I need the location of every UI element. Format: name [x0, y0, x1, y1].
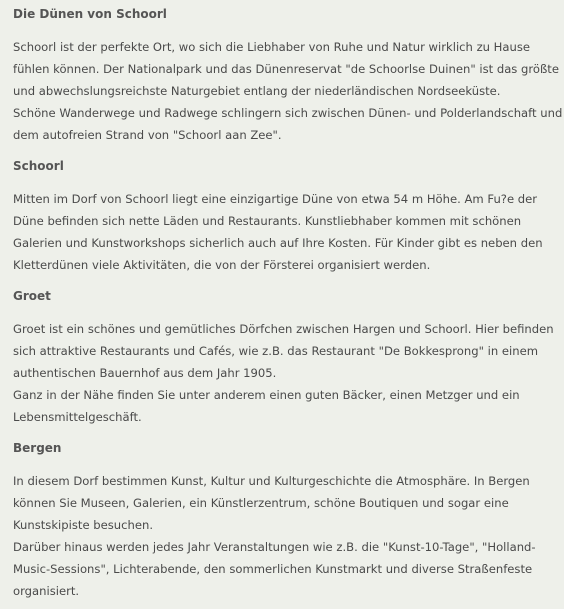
- section-duenen-von-schoorl: [13, 6, 562, 146]
- paragraph-line: authentischen Bauernhof aus dem Jahr 1905.: [13, 366, 277, 380]
- paragraph-line: Darüber hinaus werden jedes Jahr Veranstaltungen wie z.B. die "Kunst-10-Tage", "Holland-: [13, 540, 536, 554]
- section-paragraph: [13, 318, 554, 428]
- paragraph-line: organisiert.: [13, 584, 80, 598]
- section-bergen: [13, 440, 536, 602]
- paragraph-line: Düne befinden sich nette Läden und Restaurants. Kunstliebhaber kommen mit schönen: [13, 214, 522, 228]
- paragraph-line: fühlen können. Der Nationalpark und das Dünenreservat "de Schoorlse Duinen" ist das größte: [13, 62, 559, 76]
- paragraph-line: In diesem Dorf bestimmen Kunst, Kultur und Kulturgeschichte die Atmosphäre. In Bergen: [13, 474, 530, 488]
- paragraph-line: Schoorl ist der perfekte Ort, wo sich die Liebhaber von Ruhe und Natur wirklich zu Hause: [13, 40, 531, 54]
- paragraph-line: Mitten im Dorf von Schoorl liegt eine einzigartige Düne von etwa 54 m Höhe. Am Fu?e der: [13, 192, 538, 206]
- paragraph-line: Music-Sessions", Lichterabende, den sommerlichen Kunstmarkt und diverse Straßenfeste: [13, 562, 533, 576]
- section-paragraph: [13, 470, 536, 602]
- paragraph-line: können Sie Museen, Galerien, ein Künstlerzentrum, schöne Boutiquen und sogar eine: [13, 496, 509, 510]
- section-title: Bergen: [13, 441, 62, 455]
- paragraph-line: Schöne Wanderwege und Radwege schlingern sich zwischen Dünen- und Polderlandschaft und: [13, 106, 563, 120]
- paragraph-line: dem autofreien Strand von "Schoorl aan Zee".: [13, 128, 282, 142]
- section-paragraph: [13, 36, 562, 146]
- section-groet: [13, 288, 554, 428]
- paragraph-line: und abwechslungsreichste Naturgebiet entlang der niederländischen Nordseeküste.: [13, 84, 501, 98]
- paragraph-line: Galerien und Kunstworkshops sicherlich auch auf Ihre Kosten. Für Kinder gibt es neben den: [13, 236, 543, 250]
- section-title: Schoorl: [13, 159, 64, 173]
- paragraph-line: Lebensmittelgeschäft.: [13, 410, 142, 424]
- section-schoorl: [13, 158, 543, 276]
- paragraph-line: Kletterdünen viele Aktivitäten, die von der Försterei organisiert werden.: [13, 258, 431, 272]
- paragraph-line: Kunstskipiste besuchen.: [13, 518, 154, 532]
- paragraph-line: Ganz in der Nähe finden Sie unter anderem einen guten Bäcker, einen Metzger und ein: [13, 388, 520, 402]
- paragraph-line: Groet ist ein schönes und gemütliches Dörfchen zwischen Hargen und Schoorl. Hier befinden: [13, 322, 554, 336]
- section-title: Groet: [13, 289, 51, 303]
- paragraph-line: sich attraktive Restaurants und Cafés, wie z.B. das Restaurant "De Bokkesprong" in einem: [13, 344, 539, 358]
- section-title: Die Dünen von Schoorl: [13, 7, 167, 21]
- section-paragraph: [13, 188, 543, 276]
